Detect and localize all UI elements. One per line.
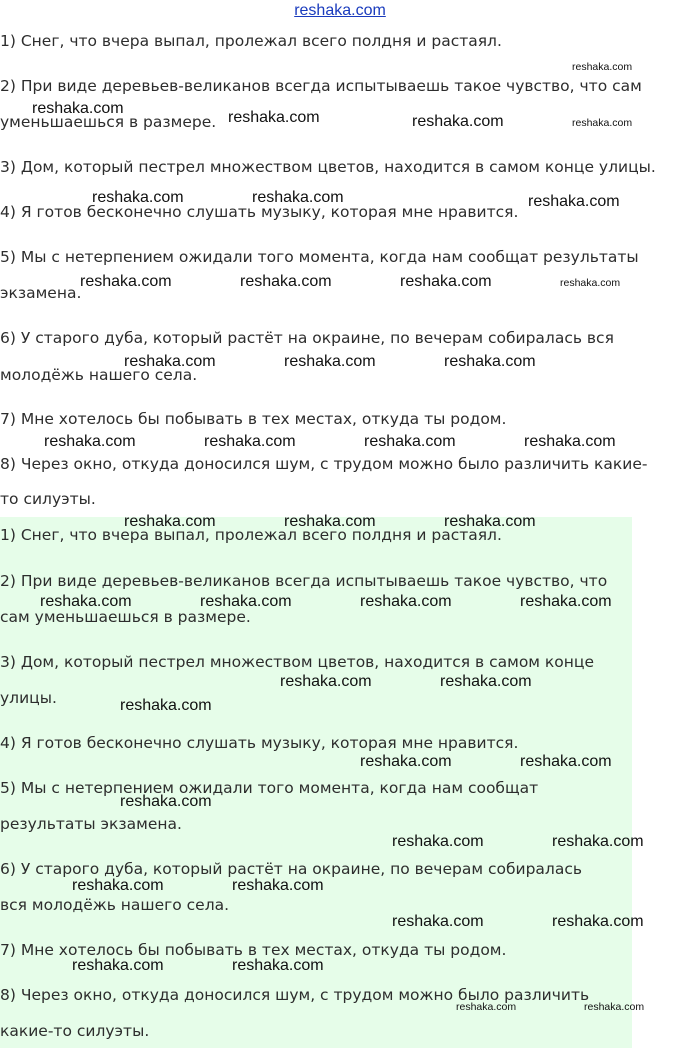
answer-sentence-4: 4) Я готов бесконечно слушать музыку, которая мне нравится. [0,734,519,752]
watermark-text: reshaka.com [44,433,136,450]
task-sentence-5-line-2: экзамена. [0,284,82,302]
answer-sentence-6-line-2: вся молодёжь нашего села. [0,896,230,914]
watermark-text: reshaka.com [92,189,184,206]
task-sentence-6-line-2: молодёжь нашего села. [0,366,198,384]
watermark-text: reshaka.com [120,793,212,810]
watermark-text: reshaka.com [392,913,484,930]
watermark-text: reshaka.com [560,277,621,289]
watermark-text: reshaka.com [364,433,456,450]
task-sentence-2-line-1: 2) При виде деревьев-великанов всегда испытываешь такое чувство, что сам [0,77,642,95]
answer-sentence-6-line-1: 6) У старого дуба, который растёт на окраине, по вечерам собиралась [0,860,582,878]
watermark-text: reshaka.com [552,833,644,850]
watermark-text: reshaka.com [284,513,376,530]
watermark-text: reshaka.com [80,273,172,290]
watermark-text: reshaka.com [124,353,216,370]
watermark-text: reshaka.com [360,753,452,770]
answer-sentence-2-line-2: сам уменьшаешься в размере. [0,608,251,626]
task-sentence-4: 4) Я готов бесконечно слушать музыку, которая мне нравится. [0,203,519,221]
watermark-text: reshaka.com [232,877,324,894]
watermark-text: reshaka.com [32,100,124,117]
watermark-text: reshaka.com [520,753,612,770]
answer-sentence-3-line-1: 3) Дом, который пестрел множеством цветов, находится в самом конце [0,653,594,671]
answer-sentence-1: 1) Снег, что вчера выпал, пролежал всего полдня и растаял. [0,526,502,544]
task-sentence-6-line-1: 6) У старого дуба, который растёт на окраине, по вечерам собиралась вся [0,329,614,347]
watermark-text: reshaka.com [528,193,620,210]
watermark-text: reshaka.com [444,353,536,370]
task-sentence-8-line-2: то силуэты. [0,490,96,508]
watermark-text: reshaka.com [228,109,320,126]
watermark-text: reshaka.com [520,593,612,610]
answer-sentence-5-line-1: 5) Мы с нетерпением ожидали того момента, когда нам сообщат [0,779,539,797]
watermark-text: reshaka.com [124,513,216,530]
watermark-text: reshaka.com [456,1001,517,1013]
answer-sentence-8-line-2: какие-то силуэты. [0,1022,150,1040]
watermark-text: reshaka.com [524,433,616,450]
task-sentence-3: 3) Дом, который пестрел множеством цветов, находится в самом конце улицы. [0,158,656,176]
watermark-text: reshaka.com [252,189,344,206]
answer-sentence-5-line-2: результаты экзамена. [0,815,182,833]
watermark-text: reshaka.com [280,673,372,690]
watermark-text: reshaka.com [200,593,292,610]
site-header-link[interactable]: reshaka.com [294,2,386,19]
watermark-text: reshaka.com [72,877,164,894]
watermark-text: reshaka.com [232,957,324,974]
watermark-text: reshaka.com [552,913,644,930]
watermark-text: reshaka.com [412,113,504,130]
watermark-text: reshaka.com [400,273,492,290]
watermark-text: reshaka.com [240,273,332,290]
watermark-text: reshaka.com [392,833,484,850]
task-sentence-1: 1) Снег, что вчера выпал, пролежал всего полдня и растаял. [0,32,502,50]
watermark-text: reshaka.com [572,61,633,73]
watermark-text: reshaka.com [120,697,212,714]
answer-sentence-7: 7) Мне хотелось бы побывать в тех местах, откуда ты родом. [0,941,507,959]
watermark-text: reshaka.com [440,673,532,690]
answer-sentence-8-line-1: 8) Через окно, откуда доносился шум, с трудом можно было различить [0,986,590,1004]
task-sentence-5-line-1: 5) Мы с нетерпением ожидали того момента, когда нам сообщат результаты [0,248,639,266]
watermark-text: reshaka.com [584,1001,645,1013]
watermark-text: reshaka.com [572,117,633,129]
watermark-text: reshaka.com [444,513,536,530]
watermark-text: reshaka.com [284,353,376,370]
watermark-text: reshaka.com [72,957,164,974]
answer-sentence-2-line-1: 2) При виде деревьев-великанов всегда испытываешь такое чувство, что [0,572,608,590]
answer-sentence-3-line-2: улицы. [0,689,57,707]
task-sentence-7: 7) Мне хотелось бы побывать в тех местах, откуда ты родом. [0,410,507,428]
task-sentence-8-line-1: 8) Через окно, откуда доносился шум, с трудом можно было различить какие- [0,455,648,473]
watermark-text: reshaka.com [204,433,296,450]
task-sentence-2-line-2: уменьшаешься в размере. [0,113,217,131]
watermark-text: reshaka.com [360,593,452,610]
watermark-text: reshaka.com [40,593,132,610]
